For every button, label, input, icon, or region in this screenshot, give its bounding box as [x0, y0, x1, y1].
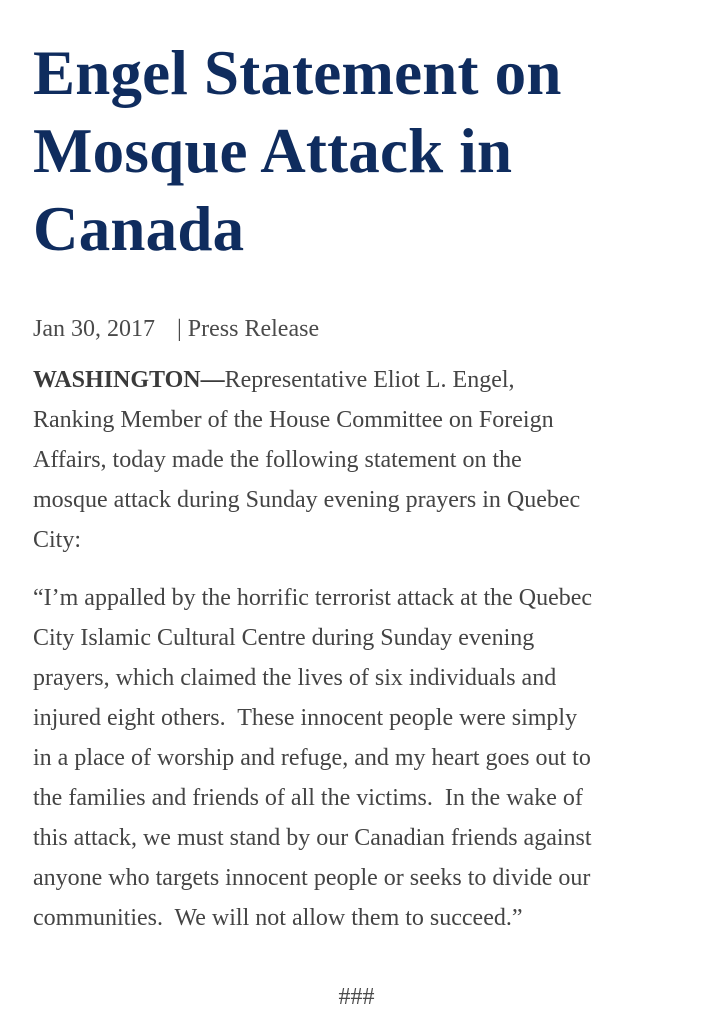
title-line: Engel Statement on	[33, 38, 562, 108]
quote-line: City Islamic Cultural Centre during Sunday evening	[33, 625, 535, 651]
quote-line: this attack, we must stand by our Canadian friends against	[33, 825, 592, 851]
intro-line: Affairs, today made the following statement on the	[33, 447, 522, 473]
intro-line: mosque attack during Sunday evening prayers in Quebec	[33, 487, 581, 513]
intro-line: Representative Eliot L. Engel,	[224, 367, 515, 393]
quote-line: prayers, which claimed the lives of six individuals and	[33, 665, 557, 691]
category-label: | Press Release	[177, 316, 320, 342]
quote-line: the families and friends of all the victims. In the wake of	[33, 785, 583, 811]
quote-line: in a place of worship and refuge, and my heart goes out to	[33, 745, 591, 771]
dateline: WASHINGTON—	[33, 367, 225, 393]
title-line: Canada	[33, 194, 245, 264]
intro-paragraph	[33, 360, 693, 560]
quote-line: communities. We will not allow them to succeed.”	[33, 905, 523, 931]
press-release	[33, 34, 693, 938]
quote-paragraph	[33, 578, 693, 938]
intro-line: City:	[33, 527, 82, 553]
article-meta	[33, 314, 693, 344]
quote-line: injured eight others. These innocent people were simply	[33, 705, 578, 731]
end-mark: ###	[338, 984, 375, 1010]
title-line: Mosque Attack in	[33, 116, 513, 186]
publish-date: Jan 30, 2017	[33, 316, 155, 342]
intro-line: Ranking Member of the House Committee on Foreign	[33, 407, 554, 433]
quote-line: “I’m appalled by the horrific terrorist attack at the Quebec	[33, 585, 593, 611]
quote-line: anyone who targets innocent people or seeks to divide our	[33, 865, 591, 891]
page-title	[33, 34, 693, 268]
